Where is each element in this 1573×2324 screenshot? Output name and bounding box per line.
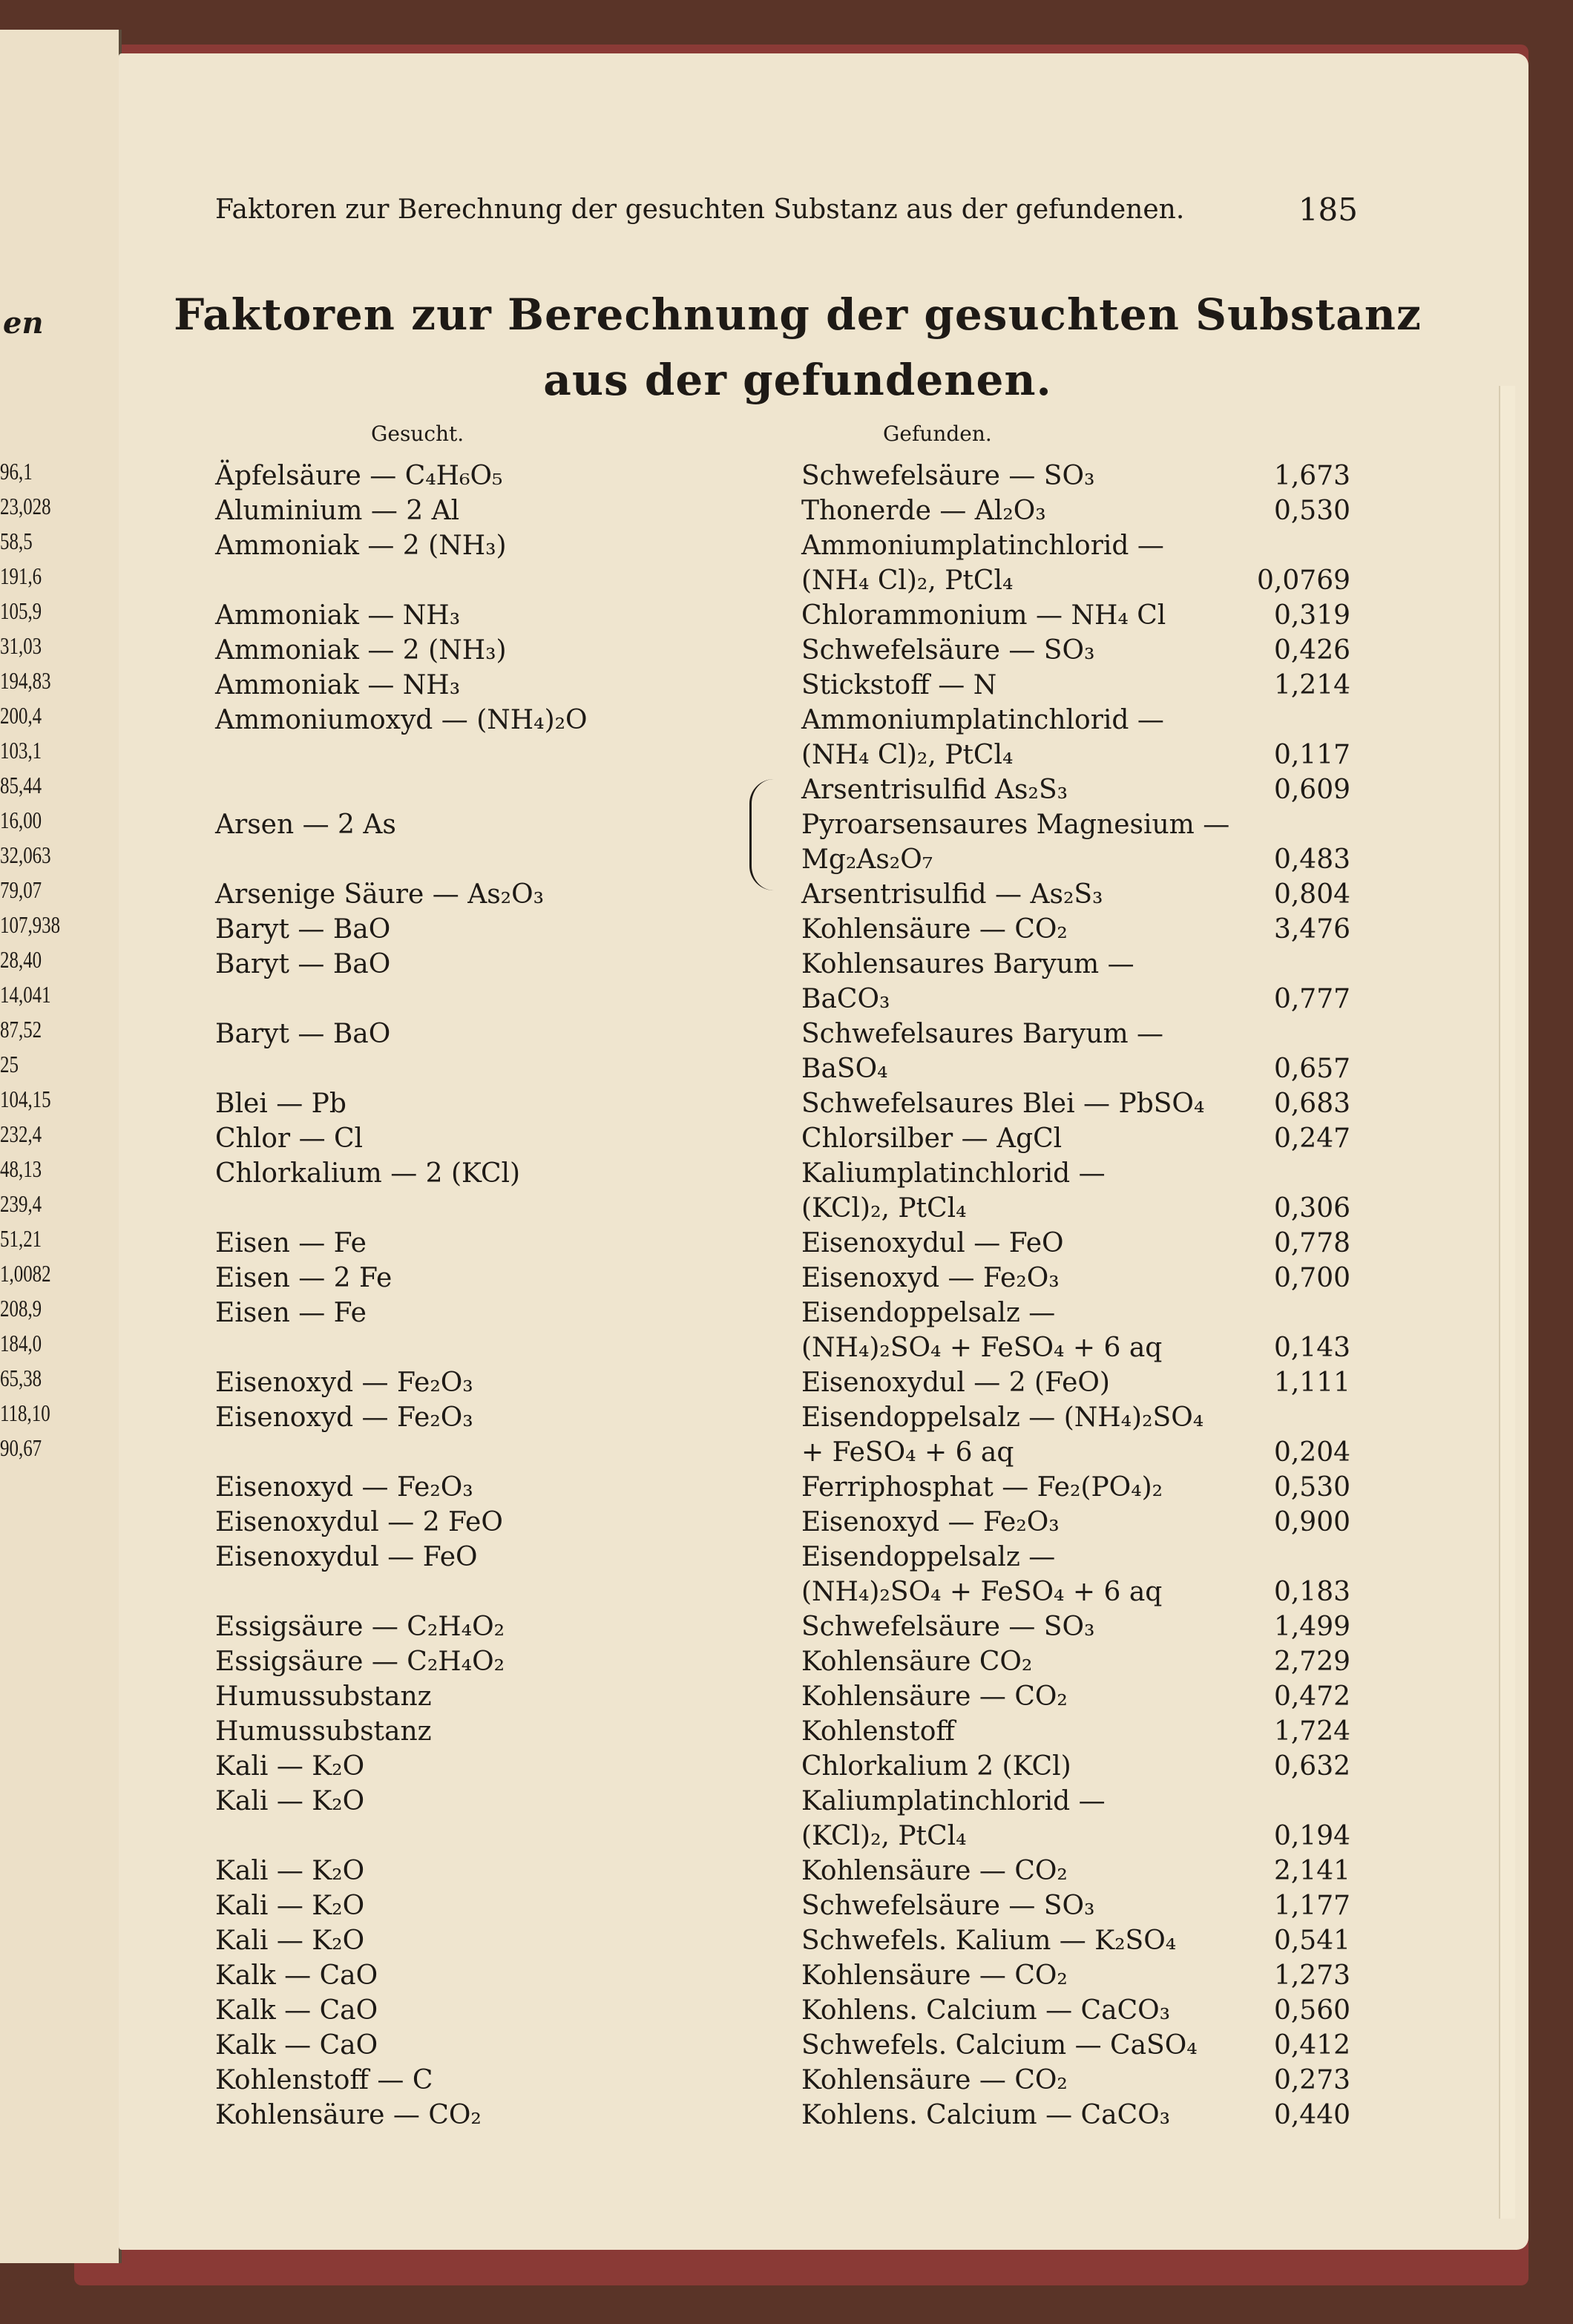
table-row: [215, 1923, 1350, 1958]
factor-value: 1,214: [1273, 670, 1350, 700]
left-page-number: 118,10: [0, 1399, 50, 1426]
left-page: [0, 30, 122, 2263]
table-row: [215, 1400, 1350, 1435]
found-substance: Kohlensäure — CO₂: [801, 2065, 1068, 2095]
left-page-number: 16,00: [0, 807, 42, 833]
found-substance: Eisendoppelsalz — (NH₄)₂SO₄: [801, 1402, 1204, 1433]
left-page-number: 31,03: [0, 632, 42, 659]
table-row: [215, 1679, 1350, 1714]
table-row: [215, 703, 1350, 738]
found-substance: Ferriphosphat — Fe₂(PO₄)₂: [801, 1472, 1163, 1503]
sought-substance: Eisenoxyd — Fe₂O₃: [215, 1472, 473, 1503]
table-row: [215, 1261, 1350, 1296]
left-page-number: 25: [0, 1051, 19, 1077]
sought-substance: Aluminium — 2 Al: [215, 496, 460, 526]
found-substance: (NH₄ Cl)₂, PtCl₄: [801, 565, 1014, 596]
table-row: [215, 1226, 1350, 1261]
left-page-number: 51,21: [0, 1225, 42, 1252]
found-substance: Kohlens. Calcium — CaCO₃: [801, 1995, 1171, 2026]
column-header-sought: Gesucht.: [371, 421, 464, 446]
factor-value: 1,724: [1273, 1716, 1350, 1747]
table-row: [215, 2098, 1350, 2133]
found-substance: Eisenoxyd — Fe₂O₃: [801, 1507, 1060, 1537]
found-substance: Eisendoppelsalz —: [801, 1298, 1056, 1328]
found-substance: Schwefelsaures Blei — PbSO₄: [801, 1089, 1205, 1119]
table-row: [215, 912, 1350, 947]
left-page-number: 200,4: [0, 702, 42, 729]
found-substance: Chlorammonium — NH₄ Cl: [801, 600, 1166, 631]
found-substance: (NH₄ Cl)₂, PtCl₄: [801, 740, 1014, 770]
factor-value: 0,900: [1273, 1507, 1350, 1537]
factor-value: 1,499: [1273, 1612, 1350, 1642]
table-row: [215, 1714, 1350, 1749]
page-title: [171, 282, 1425, 413]
left-page-number: 1,0082: [0, 1260, 51, 1287]
factor-value: 0,777: [1273, 984, 1350, 1014]
found-substance: Chlorsilber — AgCl: [801, 1123, 1063, 1154]
sought-substance: Eisenoxydul — FeO: [215, 1542, 478, 1572]
table-row: [215, 598, 1350, 633]
sought-substance: Eisen — Fe: [215, 1228, 367, 1258]
factor-value: 0,426: [1273, 635, 1350, 666]
factor-value: 0,483: [1273, 844, 1350, 875]
table-row: [215, 877, 1350, 912]
left-page-number: 194,83: [0, 667, 51, 694]
left-page-number: 14,041: [0, 981, 51, 1008]
table-row: [215, 1993, 1350, 2028]
found-substance: Schwefelsaures Baryum —: [801, 1019, 1164, 1049]
left-page-number: 65,38: [0, 1365, 42, 1391]
found-substance: Mg₂As₂O₇: [801, 844, 933, 875]
factor-value: 0,204: [1273, 1437, 1350, 1468]
left-page-word-fragment: en: [3, 306, 44, 341]
factor-value: 0,412: [1273, 2030, 1350, 2061]
left-page-number: 184,0: [0, 1330, 42, 1356]
table-row: [215, 528, 1350, 563]
found-substance: Schwefels. Kalium — K₂SO₄: [801, 1926, 1177, 1956]
table-row: [215, 1191, 1350, 1226]
left-page-number: 96,1: [0, 458, 33, 485]
sought-substance: Eisenoxydul — 2 FeO: [215, 1507, 503, 1537]
table-row: [215, 1017, 1350, 1051]
sought-substance: Kali — K₂O: [215, 1891, 365, 1921]
found-substance: Schwefels. Calcium — CaSO₄: [801, 2030, 1198, 2061]
found-substance: Kohlensäure CO₂: [801, 1647, 1033, 1677]
table-row: [215, 493, 1350, 528]
table-row: [215, 1854, 1350, 1888]
found-substance: Kohlens. Calcium — CaCO₃: [801, 2100, 1171, 2130]
table-row: [215, 1784, 1350, 1819]
table-row: [215, 1749, 1350, 1784]
factor-value: 2,729: [1273, 1647, 1350, 1677]
sought-substance: Baryt — BaO: [215, 914, 391, 945]
running-header: [215, 191, 1358, 228]
factor-value: 1,177: [1273, 1891, 1350, 1921]
table-row: [215, 1365, 1350, 1400]
left-page-number: 208,9: [0, 1295, 42, 1322]
table-row: [215, 1644, 1350, 1679]
found-substance: BaCO₃: [801, 984, 890, 1014]
factor-value: 0,194: [1273, 1821, 1350, 1851]
sought-substance: Essigsäure — C₂H₄O₂: [215, 1612, 505, 1642]
found-substance: BaSO₄: [801, 1054, 888, 1084]
factor-value: 0,247: [1273, 1123, 1350, 1154]
left-page-number: 87,52: [0, 1016, 42, 1043]
factor-value: 0,472: [1273, 1681, 1350, 1712]
sought-substance: Eisenoxyd — Fe₂O₃: [215, 1402, 473, 1433]
table-row: [215, 1330, 1350, 1365]
found-substance: Kohlensäure — CO₂: [801, 1960, 1068, 1991]
sought-substance: Kali — K₂O: [215, 1751, 365, 1782]
page-number: 185: [1298, 191, 1358, 228]
found-substance: Kohlensäure — CO₂: [801, 1856, 1068, 1886]
table-row: [215, 633, 1350, 668]
factor-value: 1,673: [1273, 461, 1350, 491]
table-row: [215, 563, 1350, 598]
found-substance: Kaliumplatinchlorid —: [801, 1786, 1106, 1816]
table-row: [215, 668, 1350, 703]
factor-value: 0,143: [1273, 1333, 1350, 1363]
found-substance: Eisendoppelsalz —: [801, 1542, 1056, 1572]
sought-substance: Ammoniak — NH₃: [215, 670, 461, 700]
found-substance: Kohlensaures Baryum —: [801, 949, 1134, 979]
title-line-2: aus der gefundenen.: [543, 355, 1052, 405]
sought-substance: Baryt — BaO: [215, 1019, 391, 1049]
table-row: [215, 1051, 1350, 1086]
factor-value: 1,273: [1273, 1960, 1350, 1991]
sought-substance: Ammoniak — 2 (NH₃): [215, 531, 507, 561]
found-substance: + FeSO₄ + 6 aq: [801, 1437, 1014, 1468]
found-substance: Chlorkalium 2 (KCl): [801, 1751, 1071, 1782]
factor-value: 0,273: [1273, 2065, 1350, 2095]
sought-substance: Eisen — 2 Fe: [215, 1263, 393, 1293]
found-substance: Ammoniumplatinchlorid —: [801, 705, 1164, 735]
table-row: [215, 1435, 1350, 1470]
left-page-number: 107,938: [0, 911, 61, 938]
sought-substance: Humussubstanz: [215, 1681, 432, 1712]
found-substance: Pyroarsensaures Magnesium —: [801, 810, 1230, 840]
table-row: [215, 1505, 1350, 1540]
table-row: [215, 459, 1350, 493]
factor-value: 0,609: [1273, 775, 1350, 805]
factor-value: 0,0769: [1257, 565, 1350, 596]
sought-substance: Äpfelsäure — C₄H₆O₅: [215, 461, 503, 491]
table-row: [215, 738, 1350, 772]
sought-substance: Chlor — Cl: [215, 1123, 364, 1154]
sought-substance: Kalk — CaO: [215, 1995, 378, 2026]
table-row: [215, 1888, 1350, 1923]
sought-substance: Kohlenstoff — C: [215, 2065, 433, 2095]
factor-value: 0,306: [1273, 1193, 1350, 1224]
left-page-number: 58,5: [0, 528, 33, 554]
factor-value: 0,541: [1273, 1926, 1350, 1956]
factor-value: 0,683: [1273, 1089, 1350, 1119]
left-page-number: 239,4: [0, 1190, 42, 1217]
sought-substance: Essigsäure — C₂H₄O₂: [215, 1647, 505, 1677]
left-page-number: 104,15: [0, 1086, 51, 1112]
table-row: [215, 1609, 1350, 1644]
found-substance: (NH₄)₂SO₄ + FeSO₄ + 6 aq: [801, 1577, 1163, 1607]
found-substance: Schwefelsäure — SO₃: [801, 1891, 1095, 1921]
sought-substance: Baryt — BaO: [215, 949, 391, 979]
page-edge: [1499, 386, 1515, 2219]
found-substance: (KCl)₂, PtCl₄: [801, 1193, 967, 1224]
found-substance: Kaliumplatinchlorid —: [801, 1158, 1106, 1189]
sought-substance: Arsen — 2 As: [215, 810, 396, 840]
table-row: [215, 1575, 1350, 1609]
table-row: [215, 947, 1350, 982]
table-row: [215, 842, 1350, 877]
factor-value: 0,440: [1273, 2100, 1350, 2130]
factor-value: 3,476: [1273, 914, 1350, 945]
table-row: [215, 2028, 1350, 2063]
found-substance: Arsentrisulfid As₂S₃: [801, 775, 1068, 805]
sought-substance: Kohlensäure — CO₂: [215, 2100, 482, 2130]
left-page-number: 103,1: [0, 737, 42, 764]
sought-substance: Kali — K₂O: [215, 1856, 365, 1886]
found-substance: Schwefelsäure — SO₃: [801, 1612, 1095, 1642]
factor-value: 0,778: [1273, 1228, 1350, 1258]
running-title: Faktoren zur Berechnung der gesuchten Substanz aus der gefundenen.: [215, 194, 1185, 225]
factor-value: 2,141: [1273, 1856, 1350, 1886]
sought-substance: Humussubstanz: [215, 1716, 432, 1747]
factor-value: 0,530: [1273, 1472, 1350, 1503]
table-row: [215, 1121, 1350, 1156]
table-row: [215, 1819, 1350, 1854]
factor-value: 0,530: [1273, 496, 1350, 526]
factor-value: 0,319: [1273, 600, 1350, 631]
factor-value: 0,700: [1273, 1263, 1350, 1293]
found-substance: Stickstoff — N: [801, 670, 997, 700]
table-row: [215, 982, 1350, 1017]
sought-substance: Kali — K₂O: [215, 1786, 365, 1816]
sought-substance: Eisenoxyd — Fe₂O₃: [215, 1368, 473, 1398]
sought-substance: Kali — K₂O: [215, 1926, 365, 1956]
sought-substance: Chlorkalium — 2 (KCl): [215, 1158, 521, 1189]
left-page-number: 28,40: [0, 946, 42, 973]
found-substance: Eisenoxyd — Fe₂O₃: [801, 1263, 1060, 1293]
found-substance: Eisenoxydul — FeO: [801, 1228, 1064, 1258]
sought-substance: Eisen — Fe: [215, 1298, 367, 1328]
left-page-number: 105,9: [0, 597, 42, 624]
factor-value: 1,111: [1273, 1368, 1350, 1398]
sought-substance: Arsenige Säure — As₂O₃: [215, 879, 545, 910]
found-substance: (KCl)₂, PtCl₄: [801, 1821, 967, 1851]
sought-substance: Kalk — CaO: [215, 2030, 378, 2061]
found-substance: Kohlensäure — CO₂: [801, 1681, 1068, 1712]
sought-substance: Blei — Pb: [215, 1089, 347, 1119]
found-substance: Eisenoxydul — 2 (FeO): [801, 1368, 1110, 1398]
table-row: [215, 1540, 1350, 1575]
sought-substance: Kalk — CaO: [215, 1960, 378, 1991]
sought-substance: Ammoniak — 2 (NH₃): [215, 635, 507, 666]
table-row: [215, 1156, 1350, 1191]
table-row: [215, 1470, 1350, 1505]
left-page-number: 23,028: [0, 493, 51, 519]
table-row: [215, 1086, 1350, 1121]
left-page-number: 32,063: [0, 841, 51, 868]
sought-substance: Ammoniak — NH₃: [215, 600, 461, 631]
found-substance: Arsentrisulfid — As₂S₃: [801, 879, 1103, 910]
factor-value: 0,657: [1273, 1054, 1350, 1084]
left-page-number: 79,07: [0, 876, 42, 903]
found-substance: Schwefelsäure — SO₃: [801, 635, 1095, 666]
found-substance: Kohlensäure — CO₂: [801, 914, 1068, 945]
factor-value: 0,117: [1273, 740, 1350, 770]
table-row: [215, 1296, 1350, 1330]
table-row: [215, 807, 1350, 842]
column-header-found: Gefunden.: [883, 421, 992, 446]
factor-value: 0,183: [1273, 1577, 1350, 1607]
left-page-number: 191,6: [0, 562, 42, 589]
left-page-number-list: [0, 454, 111, 1465]
table-row: [215, 1958, 1350, 1993]
found-substance: Ammoniumplatinchlorid —: [801, 531, 1164, 561]
left-page-number: 90,67: [0, 1434, 42, 1461]
found-substance: Thonerde — Al₂O₃: [801, 496, 1046, 526]
found-substance: Schwefelsäure — SO₃: [801, 461, 1095, 491]
sought-substance: Ammoniumoxyd — (NH₄)₂O: [215, 705, 588, 735]
left-page-number: 48,13: [0, 1155, 42, 1182]
left-page-number: 85,44: [0, 772, 42, 798]
title-line-1: Faktoren zur Berechnung der gesuchten Substanz: [174, 289, 1422, 340]
table-row: [215, 772, 1350, 807]
factor-value: 0,560: [1273, 1995, 1350, 2026]
found-substance: Kohlenstoff: [801, 1716, 955, 1747]
found-substance: (NH₄)₂SO₄ + FeSO₄ + 6 aq: [801, 1333, 1163, 1363]
factor-table: [215, 459, 1350, 2133]
left-page-number: 232,4: [0, 1120, 42, 1147]
factor-value: 0,632: [1273, 1751, 1350, 1782]
factor-value: 0,804: [1273, 879, 1350, 910]
table-row: [215, 2063, 1350, 2098]
